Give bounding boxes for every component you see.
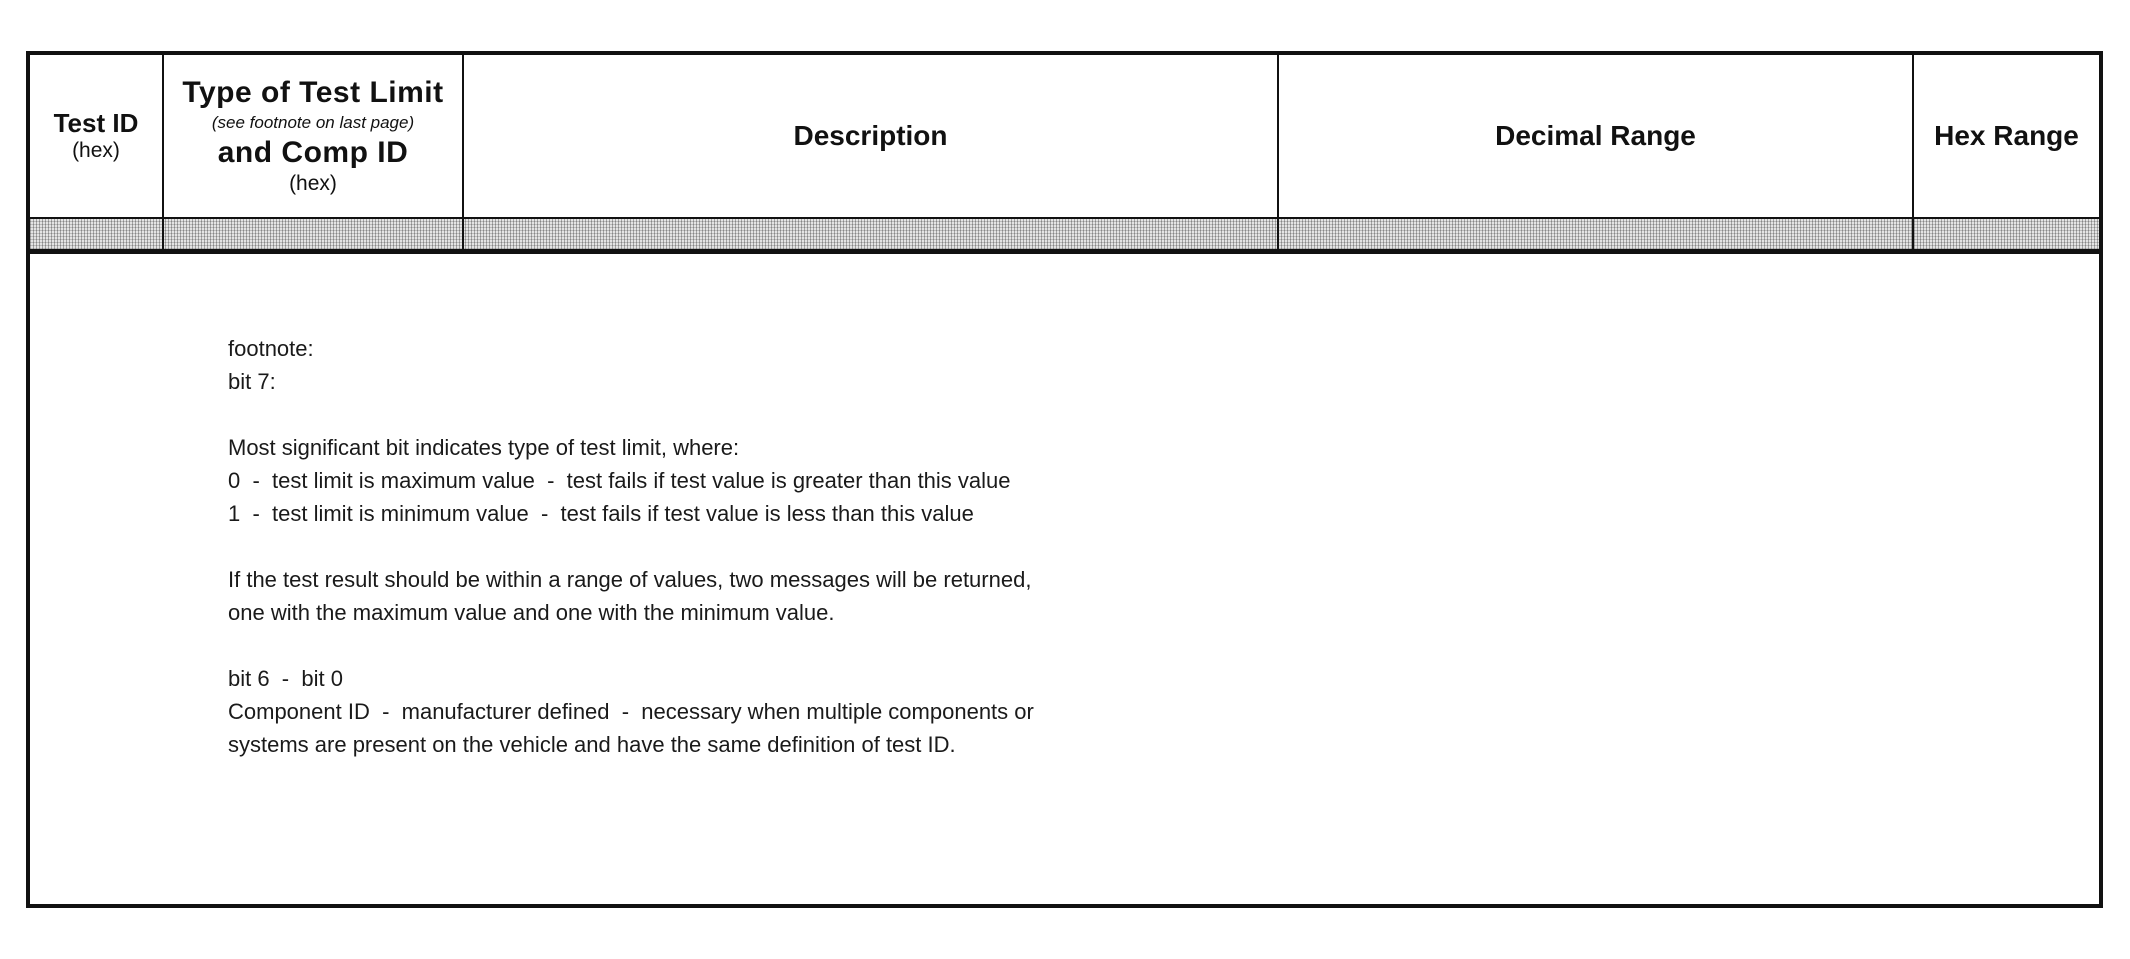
bit6-0-label: bit 6 - bit 0 [228, 666, 343, 691]
limit-min-line: 1 - test limit is minimum value - test fails if test value is less than this value [228, 501, 974, 526]
header-hex-range [1914, 55, 2099, 217]
test-id-sub: (hex) [72, 139, 120, 162]
header-decimal-range [1279, 55, 1914, 217]
type-and-comp-id: and Comp ID [217, 136, 409, 169]
bit7-label: bit 7: [228, 369, 276, 394]
hex-range-title: Hex Range [1934, 120, 2079, 151]
hatched-separator-row [30, 217, 2099, 249]
header-description [464, 55, 1279, 217]
description-title: Description [793, 120, 948, 151]
section-divider [30, 249, 2099, 254]
type-sub: (hex) [289, 172, 337, 195]
test-id-title: Test ID [53, 108, 139, 138]
footnote-heading: footnote: [228, 336, 314, 361]
range-line-1: If the test result should be within a range of values, two messages will be returned, [228, 567, 1032, 592]
component-id-line-2: systems are present on the vehicle and have the same definition of test ID. [228, 732, 956, 757]
type-footnote-ref: (see footnote on last page) [211, 113, 415, 132]
msb-description: Most significant bit indicates type of test limit, where: [228, 435, 740, 460]
table-header [30, 55, 2099, 217]
hatch-cell [1279, 219, 1914, 249]
limit-max-line: 0 - test limit is maximum value - test fails if test value is greater than this value [228, 468, 1011, 493]
hatch-cell [30, 219, 164, 249]
header-test-id [30, 55, 164, 217]
hatch-cell [464, 219, 1279, 249]
footnote-block [228, 332, 1034, 761]
header-type-of-test-limit [164, 55, 464, 217]
hatch-cell [1914, 219, 2099, 249]
range-line-2: one with the maximum value and one with the minimum value. [228, 600, 835, 625]
hatch-cell [164, 219, 464, 249]
component-id-line-1: Component ID - manufacturer defined - necessary when multiple components or [228, 699, 1034, 724]
decimal-range-title: Decimal Range [1495, 120, 1696, 151]
type-title: Type of Test Limit [182, 76, 444, 109]
